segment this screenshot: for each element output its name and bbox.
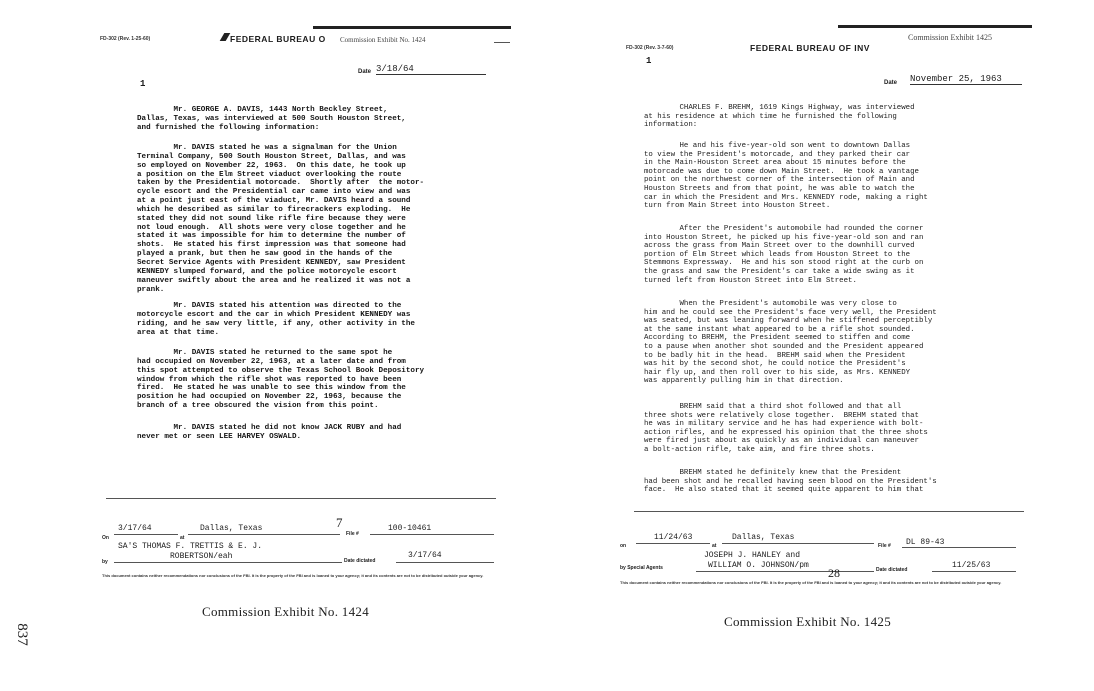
- file-underline: [902, 547, 1016, 548]
- at-underline: [722, 543, 874, 544]
- on-label: On: [102, 535, 109, 541]
- interview-location: Dallas, Texas: [732, 533, 795, 542]
- by-label: by: [102, 559, 108, 565]
- header-bar: [838, 25, 1032, 28]
- agents-line-2: ROBERTSON/eah: [170, 552, 233, 561]
- handwritten-mark: 7: [336, 515, 343, 530]
- page-number: 1: [646, 56, 652, 66]
- paragraph-1: Mr. GEORGE A. DAVIS, 1443 North Beckley Street, Dallas, Texas, was interviewed at 500 South Houston Street, and furnished the following information:: [137, 106, 406, 132]
- header-dash: [494, 42, 510, 43]
- report-date: 3/18/64: [376, 64, 486, 75]
- page-number: 1: [140, 79, 146, 89]
- fbi-disclaimer: This document contains neither recommendations nor conclusions of the FBI. It is the property of the FBI and is loaned to your agency; it and its contents are not to be distributed outside your agency.: [620, 580, 1002, 585]
- fbi-disclaimer: This document contains neither recommendations nor conclusions of the FBI. It is the property of the FBI and is loaned to your agency; it and its contents are not to be distributed outside your agency.: [102, 573, 484, 578]
- paragraph-2: He and his five-year-old son went to downtown Dallas to view the President's motorcade, and they parked their car in the Main-Houston Street area about 15 minutes before the motorcade was due to come down Main Street. He took a vantage point on the northwest corner of the intersection of Main and Houston Streets and from that point, he was able to watch the car in which the President and Mrs. KENNEDY rode, making a right turn from Main Street into Houston Street.: [644, 142, 928, 211]
- on-underline: [636, 543, 710, 544]
- on-label: on: [620, 543, 627, 549]
- handwritten-mark: 28: [828, 566, 840, 580]
- paragraph-3: After the President's automobile had rounded the corner into Houston Street, he picked up his five-year-old son and ran across the grass from Main Street over to the downhill curved portion of Elm Street which leads from Houston Street to the Stemmons Expressway. He and his son stood right at the curb on the grass and saw the President's car take a wide swing as it turned left from Houston Street into Elm Street.: [644, 225, 924, 285]
- interview-date: 11/24/63: [654, 533, 693, 542]
- dictated-underline: [932, 571, 1016, 572]
- volume-page-number: 837: [13, 623, 30, 646]
- file-number: DL 89-43: [906, 538, 945, 547]
- report-date: November 25, 1963: [910, 74, 1022, 85]
- header-bar: [313, 26, 511, 29]
- form-number: FD-302 (Rev. 1-25-60): [100, 36, 151, 42]
- paragraph-1: CHARLES F. BREHM, 1619 Kings Highway, was interviewed at his residence at which time he furnished the following information:: [644, 104, 915, 130]
- form-number: FD-302 (Rev. 3-7-60): [626, 45, 674, 51]
- paragraph-3: Mr. DAVIS stated his attention was directed to the motorcycle escort and the car in which President KENNEDY was riding, and he saw very little, if any, other activity in the area at that time.: [137, 302, 415, 337]
- exhibit-caption: Commission Exhibit No. 1425: [724, 614, 892, 629]
- dictated-underline: [396, 562, 494, 563]
- agents-line-1: SA'S THOMAS F. TRETTIS & E. J.: [118, 542, 263, 551]
- exhibit-stamp: Commission Exhibit 1425: [908, 33, 993, 42]
- dictated-date: 11/25/63: [952, 561, 991, 570]
- date-label: Date: [884, 80, 898, 86]
- at-label: at: [180, 535, 185, 541]
- file-underline: [370, 534, 494, 535]
- paragraph-2: Mr. DAVIS stated he was a signalman for the Union Terminal Company, 500 South Houston Street, Dallas, and was so employed on November 22, 1963. On this date, he took up a position on the Elm Street viaduct overlooking the route taken by the Presidential motorcade. Shortly after the motor- cycle escort and the Presidential car came into view and was at a point just east of the viaduct, Mr. DAVIS heard a sound which he described as similar to firecrackers exploding. He stated they did not sound like rifle fire because they were not loud enough. All shots were very close together and he stated it was impossible for him to determine the number of shots. He stated his first impression was that someone had played a prank, but then he saw good in the hands of the Secret Service Agents with President KENNEDY, saw President KENNEDY slumped forward, and the police motorcycle escort maneuver swiftly about the area and he realized it was not a prank.: [137, 144, 425, 294]
- interview-date: 3/17/64: [118, 524, 152, 533]
- at-label: at: [712, 543, 717, 549]
- by-underline: [114, 562, 342, 563]
- paragraph-6: BREHM stated he definitely knew that the President had been shot and he recalled having seen blood on the President's face. He also stated that it seemed quite apparent to him that: [644, 469, 937, 495]
- by-label: by Special Agents: [620, 565, 663, 571]
- header-slash: [220, 33, 231, 41]
- paragraph-4: Mr. DAVIS stated he returned to the same spot he had occupied on November 22, 1963, at a later date and from this spot attempted to observe the Texas School Book Depository window from which the rifle shot was reported to have been fired. He stated he was unable to see this window from the position he had occupied on November 22, 1963, because the branch of a tree obscured the vision from this point.: [137, 349, 425, 411]
- exhibit-1425-document: [540, 0, 1094, 691]
- at-underline: [188, 534, 340, 535]
- paragraph-5: BREHM said that a third shot followed and that all three shots were relatively close together. BREHM stated that he was in military service and he has had experience with bolt- action rifles, and he expressed his opinion that the three shots were fired just about as quickly as an individual can maneuver a bolt-action rifle, take aim, and fire three shots.: [644, 403, 928, 454]
- exhibit-1424-document: [0, 0, 540, 691]
- paragraph-5: Mr. DAVIS stated he did not know JACK RUBY and had never met or seen LEE HARVEY OSWALD.: [137, 424, 402, 441]
- on-underline: [114, 534, 178, 535]
- file-number: 100-10461: [388, 524, 432, 533]
- agents-line-2: WILLIAM O. JOHNSON/pm: [708, 561, 809, 570]
- footer-rule: [106, 498, 496, 499]
- agency-name: FEDERAL BUREAU O: [230, 34, 326, 44]
- date-label: Date: [358, 69, 372, 75]
- dictated-date: 3/17/64: [408, 551, 442, 560]
- agents-line-1: JOSEPH J. HANLEY and: [704, 551, 801, 560]
- interview-location: Dallas, Texas: [200, 524, 263, 533]
- exhibit-stamp: Commission Exhibit No. 1424: [340, 36, 426, 44]
- file-label: File #: [878, 543, 891, 549]
- dictated-label: Date dictated: [876, 567, 908, 573]
- file-label: File #: [346, 531, 359, 537]
- footer-rule: [634, 511, 1024, 512]
- dictated-label: Date dictated: [344, 558, 376, 564]
- by-underline: [696, 571, 874, 572]
- exhibit-caption: Commission Exhibit No. 1424: [202, 604, 370, 619]
- paragraph-4: When the President's automobile was very close to him and he could see the President's face very well, the President was seated, but was leaning forward when he stiffened perceptibly at the same instant what appeared to be a rifle shot sounded. According to BREHM, the President seemed to stiffen and come to a pause when another shot sounded and the President appeared to be badly hit in the head. BREHM said when the President was hit by the second shot, he could notice the President's hair fly up, and then roll over to his side, as Mrs. KENNEDY was apparently pulling him in that direction.: [644, 300, 937, 386]
- agency-name: FEDERAL BUREAU OF INV: [750, 43, 870, 53]
